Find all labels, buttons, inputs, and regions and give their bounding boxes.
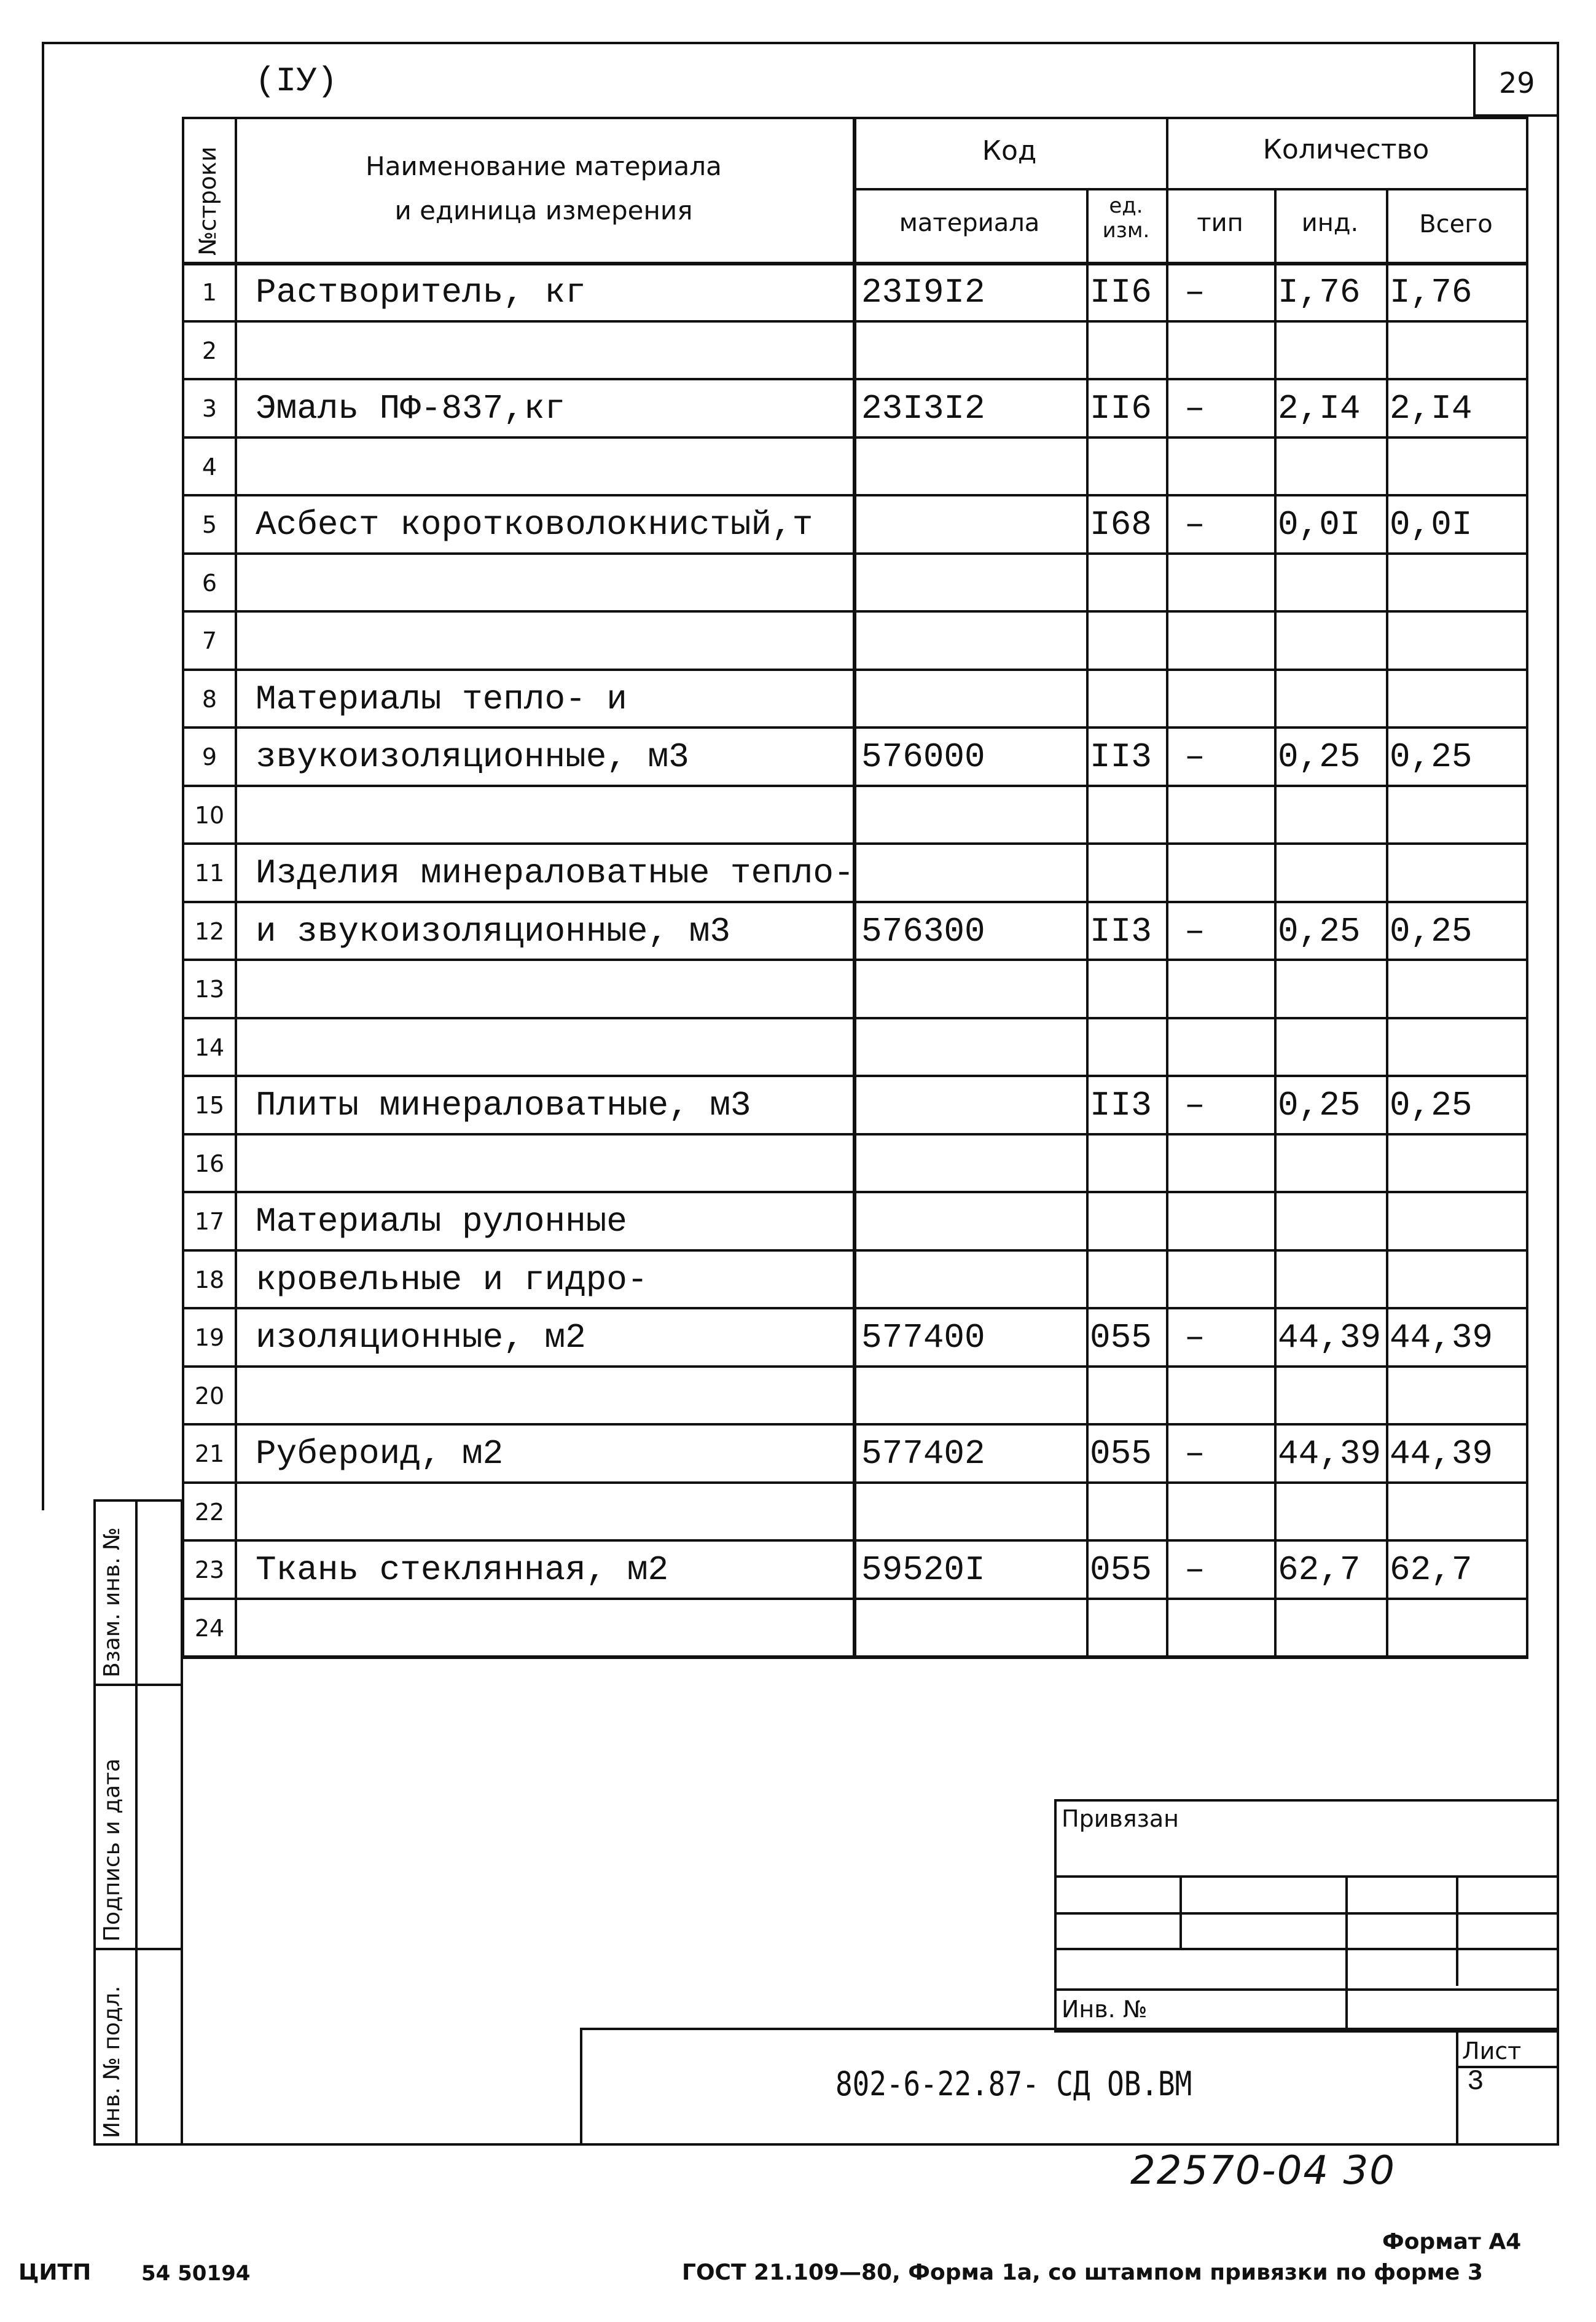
header-code-unit-2: изм. bbox=[1102, 218, 1150, 243]
row-unit: 055 bbox=[1090, 1434, 1152, 1473]
header-code-unit-1: ед. bbox=[1109, 194, 1143, 218]
row-ind: 0,0I bbox=[1278, 505, 1361, 544]
row-ind: 0,25 bbox=[1278, 1086, 1361, 1125]
row-code: 23I9I2 bbox=[861, 273, 985, 312]
side-stamp-sep-2 bbox=[93, 1948, 183, 1950]
privyazan-col-2 bbox=[1345, 1875, 1348, 2033]
row-type: – bbox=[1184, 389, 1205, 428]
row-number: 7 bbox=[201, 627, 217, 654]
row-unit: II6 bbox=[1090, 389, 1152, 428]
row-code: 577400 bbox=[861, 1318, 985, 1357]
privyazan-col-3 bbox=[1456, 1875, 1458, 1986]
row-name: Асбест коротковолокнистый,т bbox=[256, 505, 813, 544]
section-label: (IУ) bbox=[255, 61, 338, 101]
col-line-unit bbox=[1086, 188, 1089, 1658]
header-name-line2: и единица измерения bbox=[394, 195, 693, 226]
row-type: – bbox=[1184, 1318, 1205, 1357]
col-line-qty bbox=[1166, 117, 1168, 1658]
row-number: 17 bbox=[194, 1208, 225, 1235]
row-number: 21 bbox=[194, 1440, 225, 1467]
row-unit: II6 bbox=[1090, 273, 1152, 312]
row-type: – bbox=[1184, 1434, 1205, 1473]
row-type: – bbox=[1184, 1086, 1205, 1125]
col-line-right bbox=[1526, 117, 1528, 1658]
sheet-number: 3 bbox=[1467, 2066, 1484, 2098]
row-total: 44,39 bbox=[1390, 1318, 1493, 1357]
row-name: и звукоизоляционные, м3 bbox=[256, 912, 730, 951]
header-mid-line bbox=[853, 188, 1528, 190]
row-unit: II3 bbox=[1090, 1086, 1152, 1125]
row-number: 10 bbox=[194, 802, 225, 829]
header-qty-total: Всего bbox=[1419, 210, 1493, 238]
row-name: Материалы рулонные bbox=[256, 1202, 627, 1241]
row-total: I,76 bbox=[1390, 273, 1473, 312]
row-number: 2 bbox=[201, 337, 217, 364]
row-number: 8 bbox=[201, 686, 217, 713]
row-number: 5 bbox=[201, 511, 217, 538]
frame-top bbox=[42, 42, 1559, 44]
row-number: 24 bbox=[194, 1615, 225, 1642]
side-inv-podl: Инв. № подл. bbox=[100, 1985, 125, 2138]
row-number: 9 bbox=[201, 743, 217, 771]
footer-gost: ГОСТ 21.109—80, Форма 1а, со штампом привязки по форме 3 bbox=[682, 2260, 1483, 2285]
row-name: звукоизоляционные, м3 bbox=[256, 737, 689, 777]
header-quantity: Количество bbox=[1262, 134, 1430, 165]
header-code: Код bbox=[982, 135, 1037, 167]
row-total: 0,0I bbox=[1390, 505, 1473, 544]
row-total: 0,25 bbox=[1390, 912, 1473, 951]
row-ind: 62,7 bbox=[1278, 1550, 1361, 1590]
header-qty-type: тип bbox=[1197, 209, 1243, 237]
privyazan-line-4 bbox=[1054, 1988, 1559, 1991]
row-number: 20 bbox=[194, 1383, 225, 1410]
privyazan-line-2 bbox=[1054, 1912, 1559, 1915]
row-number: 16 bbox=[194, 1150, 225, 1177]
main-stamp-sheet-sep bbox=[1456, 2028, 1458, 2146]
row-unit: 055 bbox=[1090, 1550, 1152, 1590]
row-number: 11 bbox=[194, 860, 225, 887]
row-name: Эмаль ПФ-837,кг bbox=[256, 389, 566, 428]
row-ind: 44,39 bbox=[1278, 1434, 1382, 1473]
frame-left-upper bbox=[42, 42, 44, 1510]
row-number: 4 bbox=[201, 453, 217, 480]
row-type: – bbox=[1184, 912, 1205, 951]
row-unit: II3 bbox=[1090, 737, 1152, 777]
inv-no-label: Инв. № bbox=[1062, 1996, 1148, 2023]
page-number-box-left bbox=[1473, 42, 1476, 117]
row-number: 18 bbox=[194, 1266, 225, 1293]
side-stamp-sep-1 bbox=[93, 1684, 183, 1686]
row-number: 12 bbox=[194, 918, 225, 945]
side-stamp-inner bbox=[135, 1499, 138, 2146]
row-type: – bbox=[1184, 737, 1205, 777]
privyazan-line-1 bbox=[1054, 1875, 1559, 1878]
row-ind: 0,25 bbox=[1278, 912, 1361, 951]
row-code: 577402 bbox=[861, 1434, 985, 1473]
privyazan-line-3 bbox=[1054, 1948, 1559, 1950]
side-vzam-inv: Взам. инв. № bbox=[100, 1527, 125, 1677]
footer-order: 54 50194 bbox=[141, 2261, 251, 2286]
row-total: 44,39 bbox=[1390, 1434, 1493, 1473]
header-name-line1: Наименование материала bbox=[366, 151, 722, 181]
row-type: – bbox=[1184, 505, 1205, 544]
row-number: 23 bbox=[194, 1556, 225, 1583]
row-code: 23I3I2 bbox=[861, 389, 985, 428]
row-number: 13 bbox=[194, 976, 225, 1003]
row-unit: I68 bbox=[1090, 505, 1152, 544]
row-unit: II3 bbox=[1090, 912, 1152, 951]
col-line-total bbox=[1386, 188, 1388, 1658]
row-code: 576000 bbox=[861, 737, 985, 777]
row-number: 1 bbox=[201, 279, 217, 306]
row-total: 62,7 bbox=[1390, 1550, 1473, 1590]
row-code: 576300 bbox=[861, 912, 985, 951]
col-line-name bbox=[235, 117, 237, 1658]
row-number: 15 bbox=[194, 1092, 225, 1119]
row-total: 0,25 bbox=[1390, 1086, 1473, 1125]
row-name: Ткань стеклянная, м2 bbox=[256, 1550, 669, 1590]
row-type: – bbox=[1184, 1550, 1205, 1590]
row-ind: 44,39 bbox=[1278, 1318, 1382, 1357]
row-number: 6 bbox=[201, 570, 217, 597]
row-number: 14 bbox=[194, 1034, 225, 1061]
document-code: 802-6-22.87- СД ОВ.ВМ bbox=[835, 2065, 1192, 2103]
handwritten-number: 22570-04 30 bbox=[1130, 2148, 1396, 2194]
row-name: кровельные и гидро- bbox=[256, 1260, 648, 1300]
footer-org: ЦИТП bbox=[18, 2260, 92, 2285]
row-number: 19 bbox=[194, 1324, 225, 1351]
row-name: Изделия минераловатные тепло- bbox=[256, 853, 855, 893]
row-type: – bbox=[1184, 273, 1205, 312]
sheet-label: Лист bbox=[1462, 2038, 1522, 2065]
side-podpis-data: Подпись и дата bbox=[100, 1758, 125, 1942]
row-code: 59520I bbox=[861, 1550, 985, 1590]
row-ind: 0,25 bbox=[1278, 737, 1361, 777]
row-number: 3 bbox=[201, 395, 217, 422]
header-qty-ind: инд. bbox=[1301, 209, 1359, 237]
col-line-ind bbox=[1274, 188, 1277, 1658]
row-name: изоляционные, м2 bbox=[256, 1318, 586, 1357]
footer-format: Формат А4 bbox=[1382, 2229, 1522, 2254]
row-name: Материалы тепло- и bbox=[256, 680, 627, 719]
header-code-material: материала bbox=[899, 209, 1040, 237]
header-row-no: №строки bbox=[194, 146, 221, 256]
privyazan-label: Привязан bbox=[1062, 1805, 1179, 1832]
row-total: 2,I4 bbox=[1390, 389, 1473, 428]
page-number: 29 bbox=[1499, 66, 1535, 100]
row-ind: 2,I4 bbox=[1278, 389, 1361, 428]
row-name: Рубероид, м2 bbox=[256, 1434, 504, 1473]
row-name: Растворитель, кг bbox=[256, 273, 586, 312]
row-name: Плиты минераловатные, м3 bbox=[256, 1086, 751, 1125]
row-number: 22 bbox=[194, 1499, 225, 1526]
privyazan-col-1 bbox=[1179, 1875, 1182, 1949]
row-ind: I,76 bbox=[1278, 273, 1361, 312]
row-unit: 055 bbox=[1090, 1318, 1152, 1357]
row-total: 0,25 bbox=[1390, 737, 1473, 777]
